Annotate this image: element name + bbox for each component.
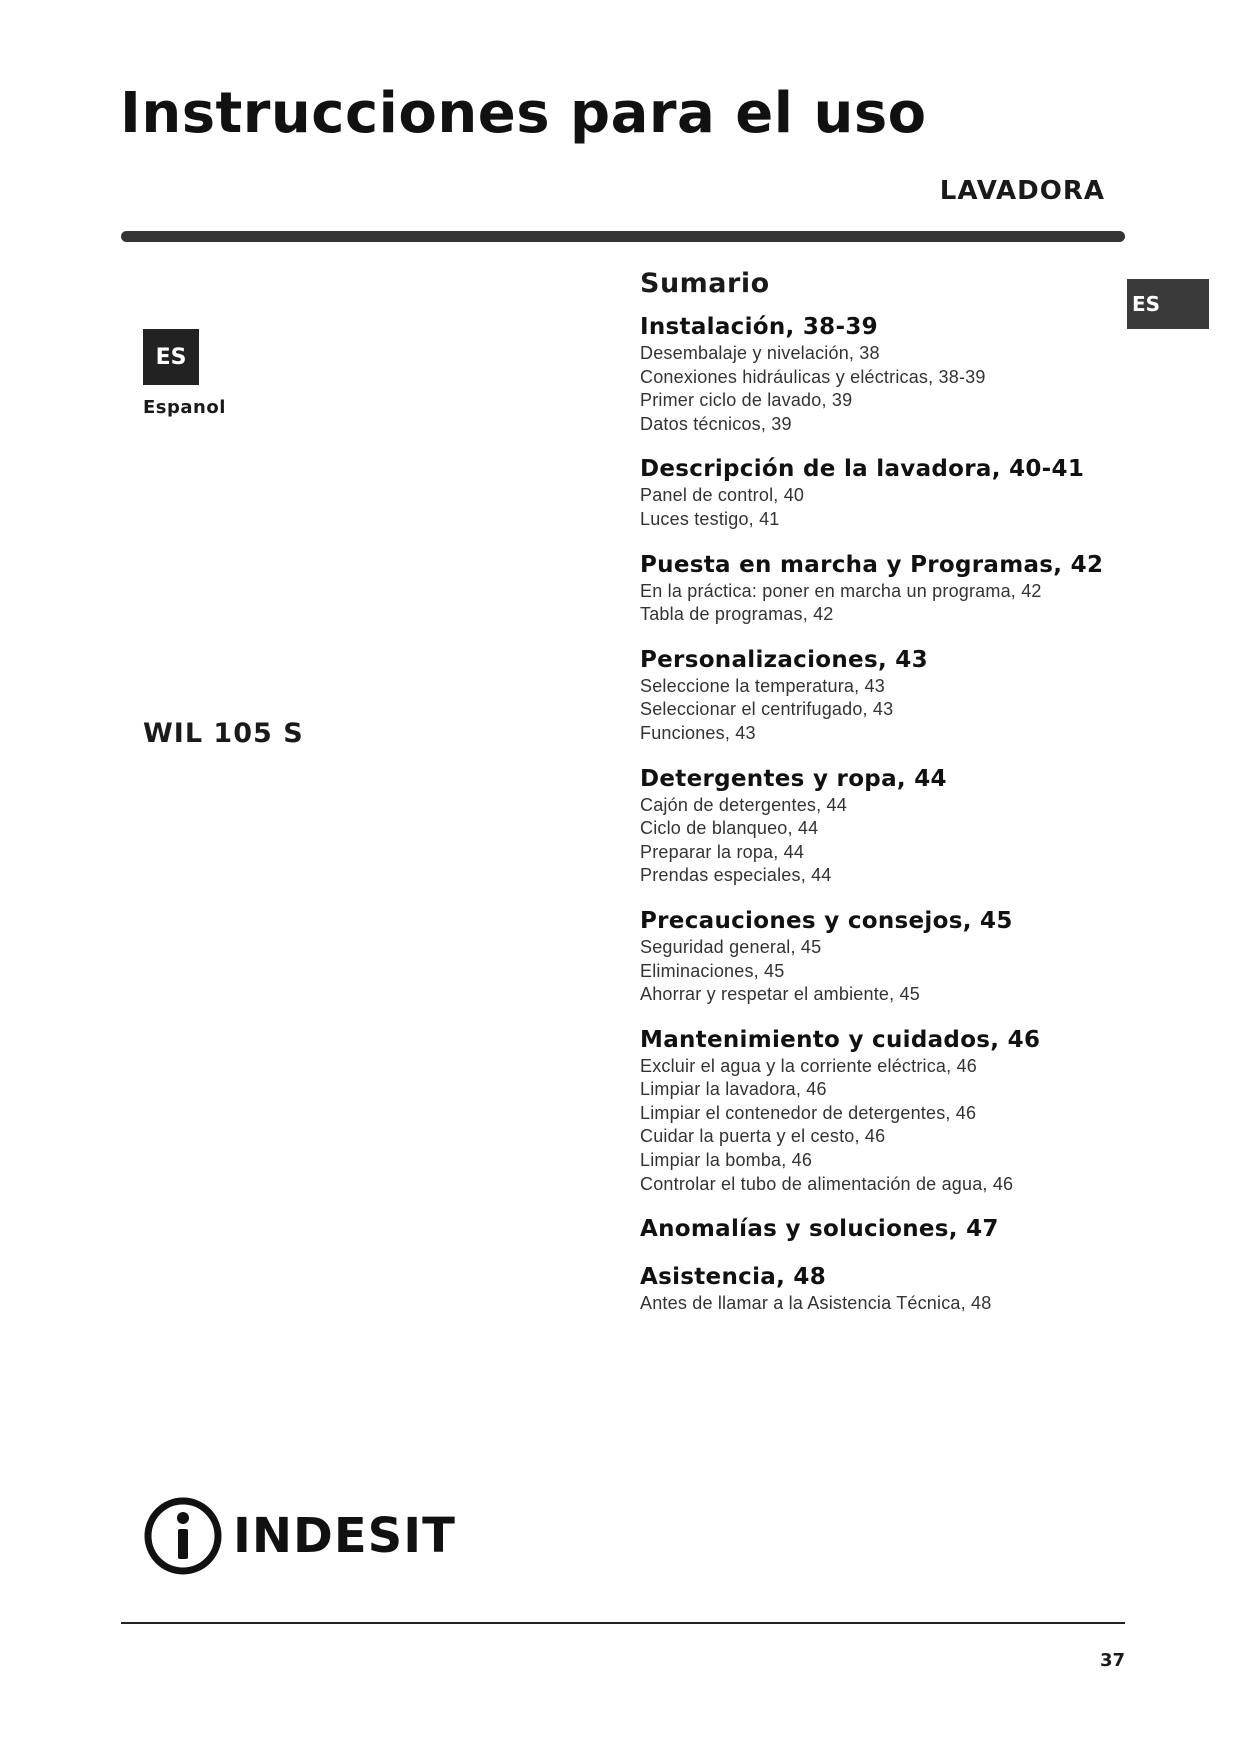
- toc-section-title[interactable]: Precauciones y consejos, 45: [640, 907, 1013, 934]
- page-title: Instrucciones para el uso: [120, 81, 927, 146]
- toc-section: [640, 1262, 1110, 1316]
- toc-item[interactable]: Seleccione la temperatura, 43: [640, 675, 885, 696]
- toc-section: [640, 906, 1110, 1007]
- toc-item[interactable]: Preparar la ropa, 44: [640, 841, 805, 862]
- indesit-logo-icon: [143, 1496, 223, 1576]
- toc-item[interactable]: Luces testigo, 41: [640, 508, 780, 529]
- language-tab[interactable]: ES: [1127, 279, 1209, 329]
- toc-section: [640, 1025, 1110, 1197]
- toc-item[interactable]: Prendas especiales, 44: [640, 865, 832, 886]
- toc-section-title[interactable]: Anomalías y soluciones, 47: [640, 1216, 999, 1243]
- header-divider: [121, 231, 1125, 242]
- toc-heading: Sumario: [640, 268, 770, 299]
- toc-item[interactable]: Tabla de programas, 42: [640, 604, 834, 625]
- toc-section-title[interactable]: Instalación, 38-39: [640, 314, 878, 340]
- toc-item[interactable]: Antes de llamar a la Asistencia Técnica, 48: [640, 1293, 992, 1314]
- toc-item[interactable]: Limpiar el contenedor de detergentes, 46: [640, 1102, 977, 1123]
- toc-item[interactable]: Controlar el tubo de alimentación de agua, 46: [640, 1173, 1014, 1194]
- toc-section-title[interactable]: Detergentes y ropa, 44: [640, 765, 947, 792]
- toc-item[interactable]: Panel de control, 40: [640, 485, 805, 506]
- toc-item[interactable]: Funciones, 43: [640, 722, 756, 743]
- toc-item[interactable]: Datos técnicos, 39: [640, 413, 792, 434]
- toc-item[interactable]: Limpiar la bomba, 46: [640, 1150, 813, 1171]
- brand-logo: [143, 1496, 456, 1576]
- model-name: WIL 105 S: [143, 718, 304, 749]
- toc-item[interactable]: Cuidar la puerta y el cesto, 46: [640, 1126, 886, 1147]
- table-of-contents: [640, 266, 1110, 1334]
- toc-section: [640, 1214, 1110, 1244]
- footer-divider: [121, 1622, 1125, 1624]
- toc-item[interactable]: Seleccionar el centrifugado, 43: [640, 699, 894, 720]
- toc-section-title[interactable]: Descripción de la lavadora, 40-41: [640, 456, 1085, 483]
- toc-section: [640, 312, 1110, 436]
- toc-section: [640, 645, 1110, 746]
- toc-item[interactable]: Eliminaciones, 45: [640, 960, 785, 981]
- language-badge: ES: [143, 329, 199, 385]
- toc-item[interactable]: Conexiones hidráulicas y eléctricas, 38-39: [640, 366, 986, 387]
- toc-item[interactable]: Cajón de detergentes, 44: [640, 794, 847, 815]
- toc-section-title[interactable]: Personalizaciones, 43: [640, 646, 928, 673]
- toc-item[interactable]: En la práctica: poner en marcha un programa, 42: [640, 580, 1042, 601]
- toc-item[interactable]: Excluir el agua y la corriente eléctrica, 46: [640, 1055, 977, 1076]
- toc-item[interactable]: Desembalaje y nivelación, 38: [640, 343, 880, 363]
- toc-item[interactable]: Limpiar la lavadora, 46: [640, 1079, 827, 1100]
- product-type: LAVADORA: [939, 176, 1105, 206]
- toc-item[interactable]: Ciclo de blanqueo, 44: [640, 818, 819, 839]
- toc-section: [640, 454, 1110, 531]
- toc-section-title[interactable]: Asistencia, 48: [640, 1264, 827, 1291]
- page-number: 37: [1099, 1650, 1125, 1671]
- toc-sections: [640, 312, 1110, 1316]
- toc-section: [640, 550, 1110, 627]
- toc-section: [640, 764, 1110, 888]
- toc-section-title[interactable]: Mantenimiento y cuidados, 46: [640, 1026, 1041, 1053]
- language-name: Espanol: [143, 397, 226, 418]
- brand-name: INDESIT: [233, 1508, 456, 1564]
- toc-item[interactable]: Primer ciclo de lavado, 39: [640, 390, 853, 411]
- toc-section-title[interactable]: Puesta en marcha y Programas, 42: [640, 551, 1104, 578]
- toc-item[interactable]: Ahorrar y respetar el ambiente, 45: [640, 984, 920, 1005]
- toc-item[interactable]: Seguridad general, 45: [640, 936, 822, 957]
